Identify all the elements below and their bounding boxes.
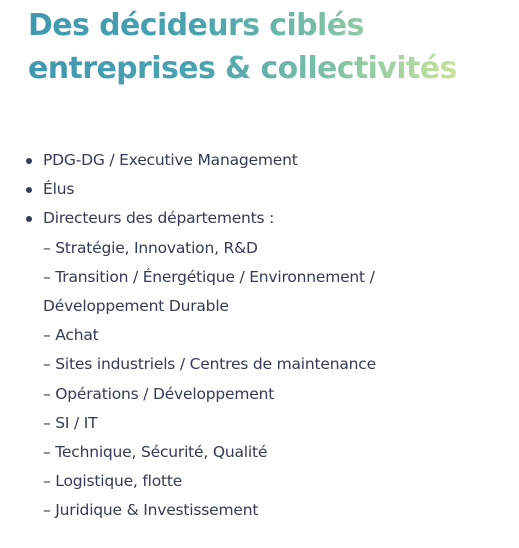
list-item-label: Directeurs des départements : bbox=[43, 209, 275, 228]
title-line-2: entreprises & collectivités bbox=[28, 51, 457, 86]
department-item: – Transition / Énergétique / Environnement / bbox=[43, 267, 375, 286]
department-item: – SI / IT bbox=[43, 413, 98, 432]
department-item: – Stratégie, Innovation, R&D bbox=[43, 238, 258, 257]
bullet-icon bbox=[26, 216, 32, 222]
department-item-continuation: Développement Durable bbox=[43, 297, 229, 316]
list-item-elected bbox=[22, 175, 502, 204]
title-line-1: Des décideurs ciblés bbox=[28, 8, 364, 43]
department-item: – Sites industriels / Centres de maintenance bbox=[43, 355, 376, 374]
department-item: – Logistique, flotte bbox=[43, 472, 183, 491]
list-item-executive bbox=[22, 146, 502, 175]
department-item: – Opérations / Développement bbox=[43, 384, 275, 403]
list-item-directors bbox=[22, 204, 502, 525]
department-item: – Technique, Sécurité, Qualité bbox=[43, 443, 268, 462]
page-title bbox=[28, 4, 457, 90]
list-item-label: Élus bbox=[43, 180, 75, 199]
decision-makers-list bbox=[22, 146, 502, 526]
list-item-label: PDG-DG / Executive Management bbox=[43, 151, 298, 169]
department-item: – Achat bbox=[43, 326, 99, 345]
department-item: – Juridique & Investissement bbox=[43, 501, 259, 520]
bullet-icon bbox=[26, 158, 32, 164]
bullet-icon bbox=[26, 187, 32, 193]
